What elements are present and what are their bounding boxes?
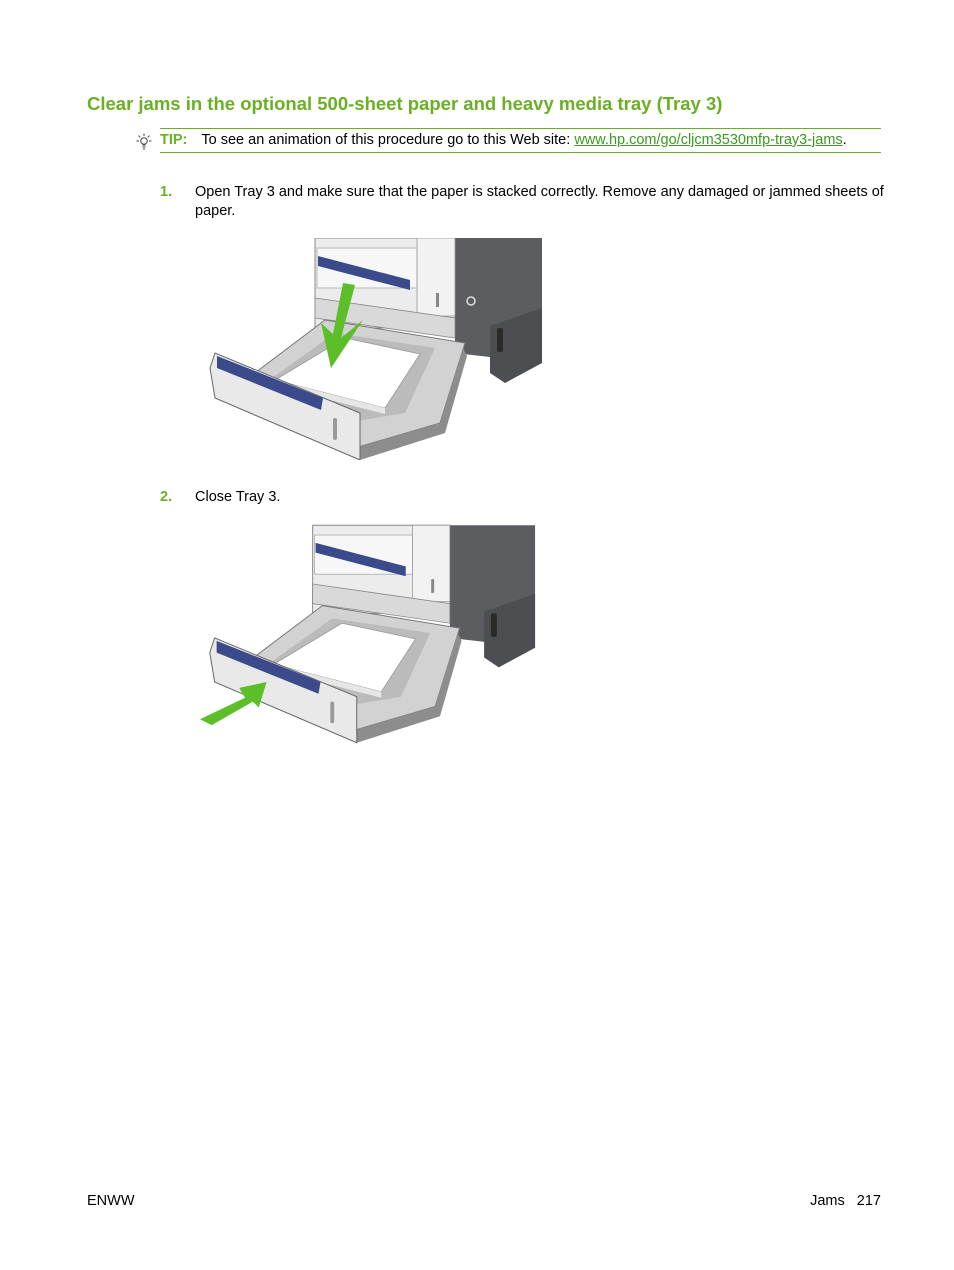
section-heading: Clear jams in the optional 500-sheet paper and heavy media tray (Tray 3): [87, 93, 723, 114]
tray-close-illustration: [198, 523, 538, 745]
tip-box: [160, 128, 881, 153]
tip-text: To see an animation of this procedure go to this Web site:: [201, 132, 575, 148]
tip-link[interactable]: www.hp.com/go/cljcm3530mfp-tray3-jams: [574, 132, 843, 148]
step-2-text: Close Tray 3.: [195, 489, 281, 505]
tray-open-illustration: [205, 238, 545, 460]
tip-label: TIP:: [160, 132, 188, 148]
lightbulb-icon: [136, 133, 152, 151]
footer-left: ENWW: [87, 1193, 135, 1209]
step-2-number: 2.: [160, 489, 173, 505]
tip-trailing: .: [842, 132, 847, 148]
footer-right: Jams 217: [810, 1193, 881, 1209]
step-1-number: 1.: [160, 184, 173, 200]
step-1-text: Open Tray 3 and make sure that the paper is stacked correctly. Remove any damaged or jammed sheets of paper.: [195, 184, 884, 219]
